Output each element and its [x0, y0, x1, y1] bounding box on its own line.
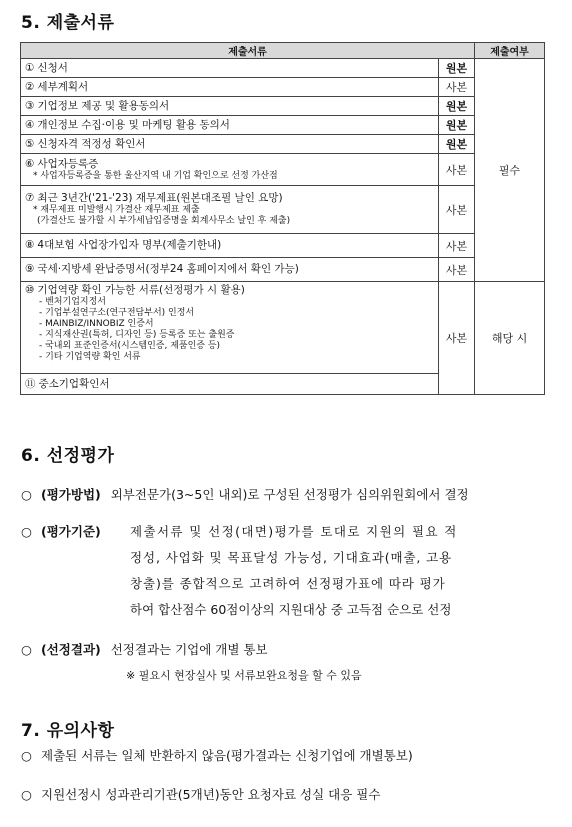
optional-cell: 해당 시: [475, 282, 545, 395]
eval-note: ※ 필요시 현장실사 및 서류보완요청을 할 수 있음: [126, 669, 362, 682]
doc-kind-4: 원본: [439, 116, 475, 135]
eval-criteria: ○ (평가기준): [21, 524, 101, 539]
doc-row-3: ③ 기업정보 제공 및 활용동의서: [21, 97, 439, 116]
doc-row-7-note-2: (가결산도 불가할 시 부가세납입증명을 회계사무소 날인 후 제출): [37, 216, 291, 226]
capability-doc-item: - 벤처기업지정서: [39, 297, 106, 307]
section-7-title: 7. 유의사항: [21, 721, 115, 741]
doc-row-6: ⑥ 사업자등록증 * 사업자등록증을 통한 울산지역 내 기업 확인으로 선정 가산점: [21, 154, 439, 186]
doc-row-6-note: * 사업자등록증을 통한 울산지역 내 기업 확인으로 선정 가산점: [33, 170, 278, 181]
header-docs: 제출서류: [21, 43, 475, 59]
criteria-line-4: 하여 합산점수 60점이상의 지원대상 중 고득점 순으로 선정: [130, 602, 452, 617]
capability-doc-item: - 지식재산권(특허, 디자인 등) 등록증 또는 출원증: [39, 330, 235, 340]
doc-row-1: ① 신청서: [21, 59, 439, 78]
doc-kind-8: 사본: [439, 234, 475, 258]
doc-row-9: ⑨ 국세·지방세 완납증명서(정부24 홈페이지에서 확인 가능): [21, 258, 439, 282]
criteria-line-3: 창출)를 종합적으로 고려하여 선정평가표에 따라 평가: [130, 576, 446, 591]
doc-kind-10-11: 사본: [439, 282, 475, 395]
capability-doc-item: - 기업부설연구소(연구전담부서) 인정서: [39, 308, 195, 318]
capability-doc-item: - MAINBIZ/INNOBIZ 인증서: [39, 319, 154, 329]
bullet-icon: ○: [21, 524, 32, 539]
doc-kind-9: 사본: [439, 258, 475, 282]
doc-row-5: ⑤ 신청자격 적정성 확인서: [21, 135, 439, 154]
doc-row-11: ⑪ 중소기업확인서: [21, 374, 439, 395]
notice-item-2: ○ 지원선정시 성과관리기관(5개년)동안 요청자료 성실 대응 필수: [21, 787, 381, 802]
doc-row-8: ⑧ 4대보험 사업장가입자 명부(제출기한내): [21, 234, 439, 258]
section-5-title: 5. 제출서류: [21, 13, 115, 33]
criteria-line-2: 정성, 사업화 및 목표달성 가능성, 기대효과(매출, 고용: [130, 550, 453, 565]
notice-item-1: ○ 제출된 서류는 일체 반환하지 않음(평가결과는 신청기업에 개별통보): [21, 748, 413, 763]
criteria-line-1: 제출서류 및 선정(대면)평가를 토대로 지원의 필요 적: [130, 524, 458, 539]
doc-kind-2: 사본: [439, 78, 475, 97]
doc-row-4: ④ 개인정보 수집·이용 및 마케팅 활용 동의서: [21, 116, 439, 135]
header-submit: 제출여부: [475, 43, 545, 59]
required-cell: 필수: [475, 59, 545, 282]
submission-documents-table: [20, 42, 545, 395]
section-6-title: 6. 선정평가: [21, 446, 115, 466]
eval-method: ○ (평가방법) 외부전문가(3~5인 내외)로 구성된 선정평가 심의위원회에서 결정: [21, 487, 469, 502]
doc-kind-6: 사본: [439, 154, 475, 186]
doc-kind-7: 사본: [439, 186, 475, 234]
bullet-icon: ○: [21, 642, 32, 657]
eval-result: ○ (선정결과) 선정결과는 기업에 개별 통보: [21, 642, 268, 657]
bullet-icon: ○: [21, 787, 32, 802]
doc-kind-3: 원본: [439, 97, 475, 116]
doc-row-10: ⑩ 기업역량 확인 가능한 서류(선정평가 시 활용) - 벤처기업지정서 - 기업부설연구소(연구전담부서) 인정서 - MAINBIZ/INNOBIZ 인증서 - 지식재산권(특허, 디자인 등) 등록증 또는 출원증 - 국내외 표준인증서(시스템인증, 제품인증 등) - 기타 기업역량 확인 서류: [21, 282, 439, 374]
bullet-icon: ○: [21, 748, 32, 763]
doc-row-7: ⑦ 최근 3년간('21-'23) 재무제표(원본대조필 날인 요망) * 재무제표 미발행시 가결산 재무제표 제출 (가결산도 불가할 시 부가세납입증명을 회계사무소 날인 후 제출): [21, 186, 439, 234]
capability-doc-item: - 국내외 표준인증서(시스템인증, 제품인증 등): [39, 341, 221, 351]
doc-kind-5: 원본: [439, 135, 475, 154]
bullet-icon: ○: [21, 487, 32, 502]
doc-row-7-note: * 재무제표 미발행시 가결산 재무제표 제출: [33, 205, 200, 215]
capability-doc-item: - 기타 기업역량 확인 서류: [39, 352, 141, 362]
doc-row-2: ② 세부계획서: [21, 78, 439, 97]
doc-kind-1: 원본: [439, 59, 475, 78]
